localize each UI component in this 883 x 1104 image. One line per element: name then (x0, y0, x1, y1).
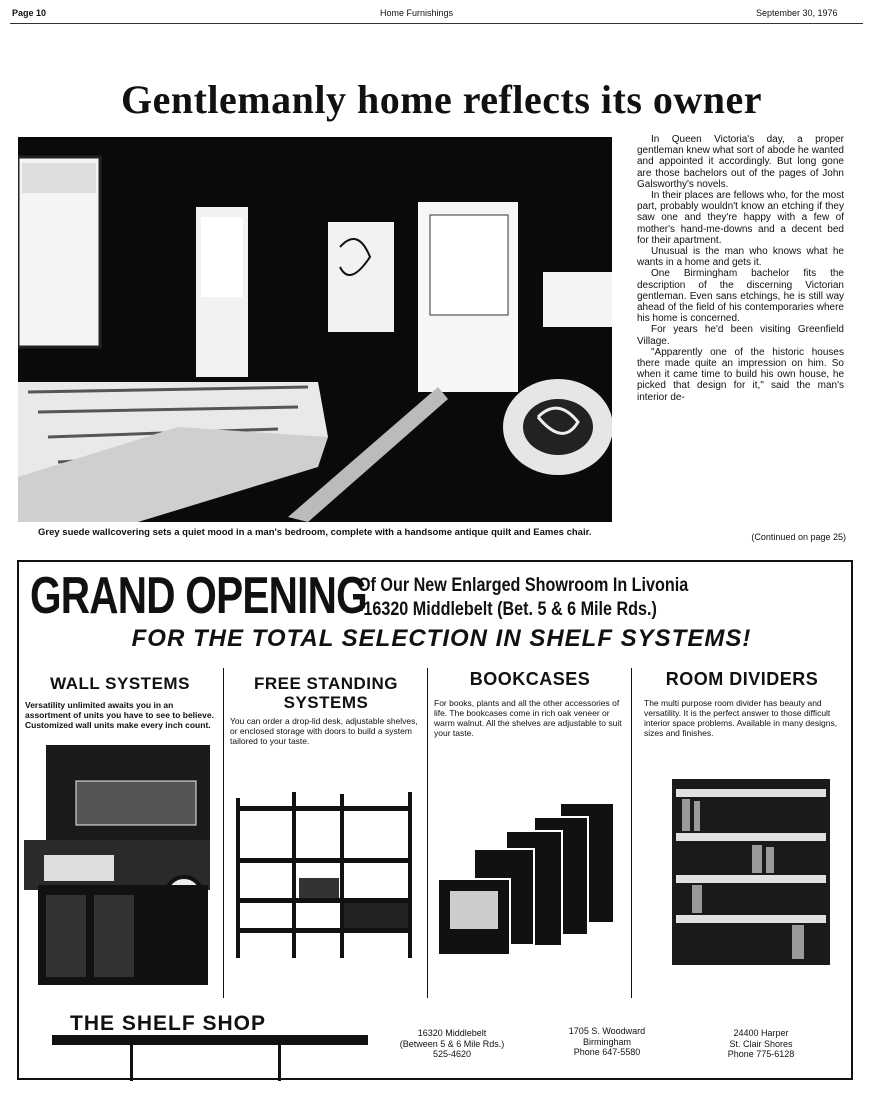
shop-logo-text: THE SHELF SHOP (70, 1012, 267, 1035)
article-paragraph: One Birmingham bachelor fits the description of the discerning Victorian gentleman. Even sans etchings, he is still way ahead of the field of his contemporaries where his home is concerned. (637, 268, 844, 325)
bedroom-photo (18, 137, 612, 522)
location-line: (Between 5 & 6 Mile Rds.) (399, 1038, 505, 1049)
section-title-room-dividers: ROOM DIVIDERS (665, 669, 819, 689)
ad-tagline: FOR THE TOTAL SELECTION IN SHELF SYSTEMS! (131, 625, 752, 652)
header-rule (10, 23, 863, 24)
section-text-free-standing: You can order a drop-lid desk, adjustable shelves, or enclosed storage with doors to build a system tailored to your taste. (230, 716, 418, 746)
free-standing-illustration (234, 788, 416, 963)
ad-subhead-line1: Of Our New Enlarged Showroom In Livonia (358, 575, 689, 596)
article-paragraph: In their places are fellows who, for the most part, probably wouldn't know an etching if they saw one and they're happy with a few of mother's hand-me-downs and a decent bed for their apartment. (637, 190, 844, 246)
section-title-free-standing: FREE STANDING SYSTEMS (253, 674, 399, 712)
location-birmingham (532, 1026, 682, 1058)
article-paragraph: In Queen Victoria's day, a proper gentleman knew what sort of abode he wanted and appointed it accordingly. But long gone are those bachelors out of the pages of John Galsworthy's novels. (637, 134, 844, 190)
location-line: 24400 Harper (733, 1028, 789, 1038)
section-title-wall-systems: WALL SYSTEMS (50, 674, 190, 693)
page-number: Page 10 (12, 8, 47, 18)
section-text-bookcases: For books, plants and all the other accessories of life. The bookcases come in rich oak veneer or warm walnut. All the shelves are adjustable to suit your taste. (434, 698, 622, 738)
location-line: Phone 775-6128 (727, 1049, 795, 1059)
column-divider (427, 668, 428, 998)
shop-logo-bracket (130, 1043, 133, 1081)
ad-subhead-line2: -16320 Middlebelt (Bet. 5 & 6 Mile Rds.) (358, 599, 657, 620)
location-st-clair-shores (686, 1028, 836, 1060)
wall-system-illustration (24, 745, 210, 1005)
bookcases-illustration (438, 803, 614, 955)
section-text-wall-systems: Versatility unlimited awaits you in an assortment of units you have to see to believe. Customized wall units make every inch count. (25, 700, 214, 730)
shop-logo-shelf (52, 1035, 368, 1045)
bedroom-photo-illustration (18, 137, 612, 522)
column-divider (631, 668, 632, 998)
continued-note: (Continued on page 25) (751, 532, 846, 542)
ad-subhead (358, 574, 688, 622)
location-line: 1705 S. Woodward (568, 1026, 646, 1036)
article-paragraph: Unusual is the man who knows what he wants in a home and gets it. (637, 246, 844, 269)
location-line: 525-4620 (432, 1049, 472, 1059)
room-divider-illustration (662, 775, 832, 975)
section-name: Home Furnishings (380, 8, 454, 18)
section-title-bookcases: BOOKCASES (469, 669, 591, 689)
location-line: Birmingham (582, 1036, 631, 1047)
article-body (637, 134, 844, 403)
photo-caption: Grey suede wallcovering sets a quiet mood in a man's bedroom, complete with a handsome antique quilt and Eames chair. (38, 527, 592, 538)
section-text-room-dividers: The multi purpose room divider has beauty and versatility. It is the perfect answer to those difficult interior space problems. Available in many designs, sizes and finishes. (644, 698, 838, 738)
article-headline: Gentlemanly home reflects its owner (120, 77, 763, 122)
location-livonia (377, 1028, 527, 1060)
article-paragraph: "Apparently one of the historic houses there made quite an impression on him. So when it came time to build his own house, he picked that design for it," said the man's interior de- (637, 346, 844, 403)
location-line: Phone 647-5580 (573, 1047, 641, 1057)
column-divider (223, 668, 224, 998)
issue-date: September 30, 1976 (756, 8, 838, 18)
location-line: St. Clair Shores (729, 1038, 793, 1049)
location-line: 16320 Middlebelt (417, 1028, 487, 1038)
ad-headline: GRAND OPENING (30, 567, 367, 625)
shop-logo-bracket (278, 1043, 281, 1081)
article-paragraph: For years he'd been visiting Greenfield Village. (637, 324, 844, 347)
